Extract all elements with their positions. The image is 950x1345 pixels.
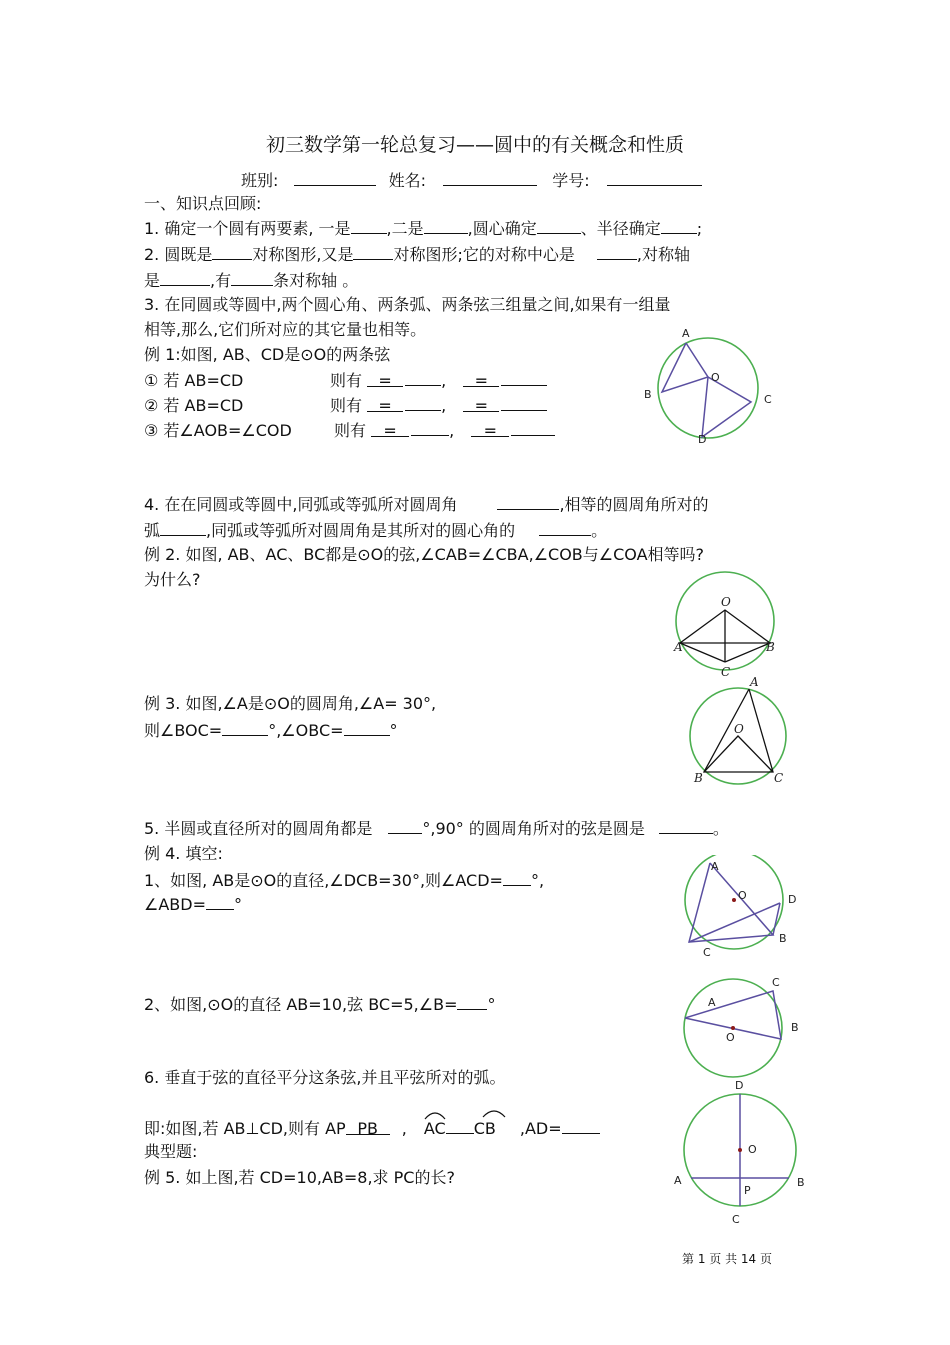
svg-text:O: O xyxy=(734,722,744,736)
svg-text:B: B xyxy=(766,640,775,654)
class-field[interactable] xyxy=(294,170,376,186)
point-3-cont: 相等,那么,它们所对应的其它量也相等。 xyxy=(144,320,427,339)
svg-text:O: O xyxy=(738,889,747,902)
svg-text:C: C xyxy=(721,665,731,679)
point-6: 6. 垂直于弦的直径平分这条弦,并且平弦所对的弧。 xyxy=(144,1068,506,1087)
svg-text:B: B xyxy=(644,388,652,401)
svg-text:C: C xyxy=(772,976,780,989)
figure-2 xyxy=(668,570,784,680)
svg-text:C: C xyxy=(732,1213,740,1226)
svg-text:A: A xyxy=(711,860,719,873)
figure-3 xyxy=(680,672,792,787)
figure-6 xyxy=(668,1075,813,1230)
svg-text:A: A xyxy=(750,675,759,689)
example-4: 例 4. 填空: xyxy=(144,844,223,863)
svg-text:O: O xyxy=(711,371,720,384)
example-4-q2: 2、如图,⊙O的直径 AB=10,弦 BC=5,∠B= ° xyxy=(144,995,496,1014)
section-heading: 一、知识点回顾: xyxy=(144,194,262,213)
example-3: 例 3. 如图,∠A是⊙O的圆周角,∠A= 30°, xyxy=(144,694,437,713)
point-4-cont: 弧 ,同弧或等弧所对圆周角是其所对的圆心角的 。 xyxy=(144,521,608,540)
example-2-cont: 为什么? xyxy=(144,570,201,589)
class-label: 班别: xyxy=(241,171,279,190)
example-4-q1: 1、如图, AB是⊙O的直径,∠DCB=30°,则∠ACD= °, xyxy=(144,871,545,890)
svg-text:O: O xyxy=(726,1031,735,1044)
svg-text:D: D xyxy=(788,893,797,906)
example-4-q1-cont: ∠ABD= ° xyxy=(144,895,242,914)
figure-5 xyxy=(675,972,805,1087)
example-5: 例 5. 如上图,若 CD=10,AB=8,求 PC的长? xyxy=(144,1168,455,1187)
header-line xyxy=(241,170,702,191)
svg-text:A: A xyxy=(682,327,690,340)
point-2-cont: 是 ,有 条对称轴 。 xyxy=(144,271,359,290)
svg-text:A: A xyxy=(674,640,683,654)
point-1: 1. 确定一个圆有两要素, 一是 ,二是 ,圆心确定 、半径确定 ; xyxy=(144,219,703,238)
figure-1 xyxy=(640,325,780,450)
page-footer: 第 1 页 共 14 页 xyxy=(682,1252,772,1266)
id-field[interactable] xyxy=(607,170,702,186)
svg-text:B: B xyxy=(797,1176,805,1189)
arc-cb: CB xyxy=(473,1119,496,1138)
svg-text:D: D xyxy=(698,433,707,446)
svg-text:C: C xyxy=(703,946,711,959)
svg-text:O: O xyxy=(748,1143,757,1156)
svg-text:A: A xyxy=(708,996,716,1009)
example-1-case-1: ① 若 AB=CD 则有 = , = xyxy=(144,370,547,391)
example-1: 例 1:如图, AB、CD是⊙O的两条弦 xyxy=(144,345,391,364)
point-6-example: 即:如图,若 AB⊥CD,则有 AP PB , AC CB ,AD= xyxy=(144,1118,600,1139)
svg-text:B: B xyxy=(694,771,703,785)
example-3-cont: 则∠BOC= °,∠OBC= ° xyxy=(144,721,398,740)
svg-text:C: C xyxy=(774,771,784,785)
name-field[interactable] xyxy=(443,170,537,186)
id-label: 学号: xyxy=(552,171,590,190)
svg-text:O: O xyxy=(721,595,731,609)
example-1-case-2: ② 若 AB=CD 则有 = , = xyxy=(144,395,547,416)
svg-text:C: C xyxy=(764,393,772,406)
point-5: 5. 半圆或直径所对的圆周角都是 °,90° 的圆周角所对的弦是圆是 。 xyxy=(144,819,729,838)
figure-4 xyxy=(675,855,805,965)
svg-text:B: B xyxy=(791,1021,799,1034)
page-title: 初三数学第一轮总复习——圆中的有关概念和性质 xyxy=(265,134,684,156)
example-1-case-3: ③ 若∠AOB=∠COD 则有 = , = xyxy=(144,420,555,441)
svg-text:D: D xyxy=(735,1079,744,1092)
point-4: 4. 在在同圆或等圆中,同弧或等弧所对圆周角 ,相等的圆周角所对的 xyxy=(144,495,709,514)
typical-heading: 典型题: xyxy=(144,1142,198,1161)
arc-ac: AC xyxy=(423,1119,446,1138)
name-label: 姓名: xyxy=(388,171,426,190)
point-3: 3. 在同圆或等圆中,两个圆心角、两条弧、两条弦三组量之间,如果有一组量 xyxy=(144,295,671,314)
example-2: 例 2. 如图, AB、AC、BC都是⊙O的弦,∠CAB=∠CBA,∠COB与∠COA相等吗? xyxy=(144,545,705,564)
svg-text:B: B xyxy=(779,932,787,945)
svg-text:A: A xyxy=(674,1174,682,1187)
svg-text:P: P xyxy=(744,1184,751,1197)
point-2: 2. 圆既是 对称图形,又是 对称图形;它的对称中心是 ,对称轴 xyxy=(144,245,690,264)
